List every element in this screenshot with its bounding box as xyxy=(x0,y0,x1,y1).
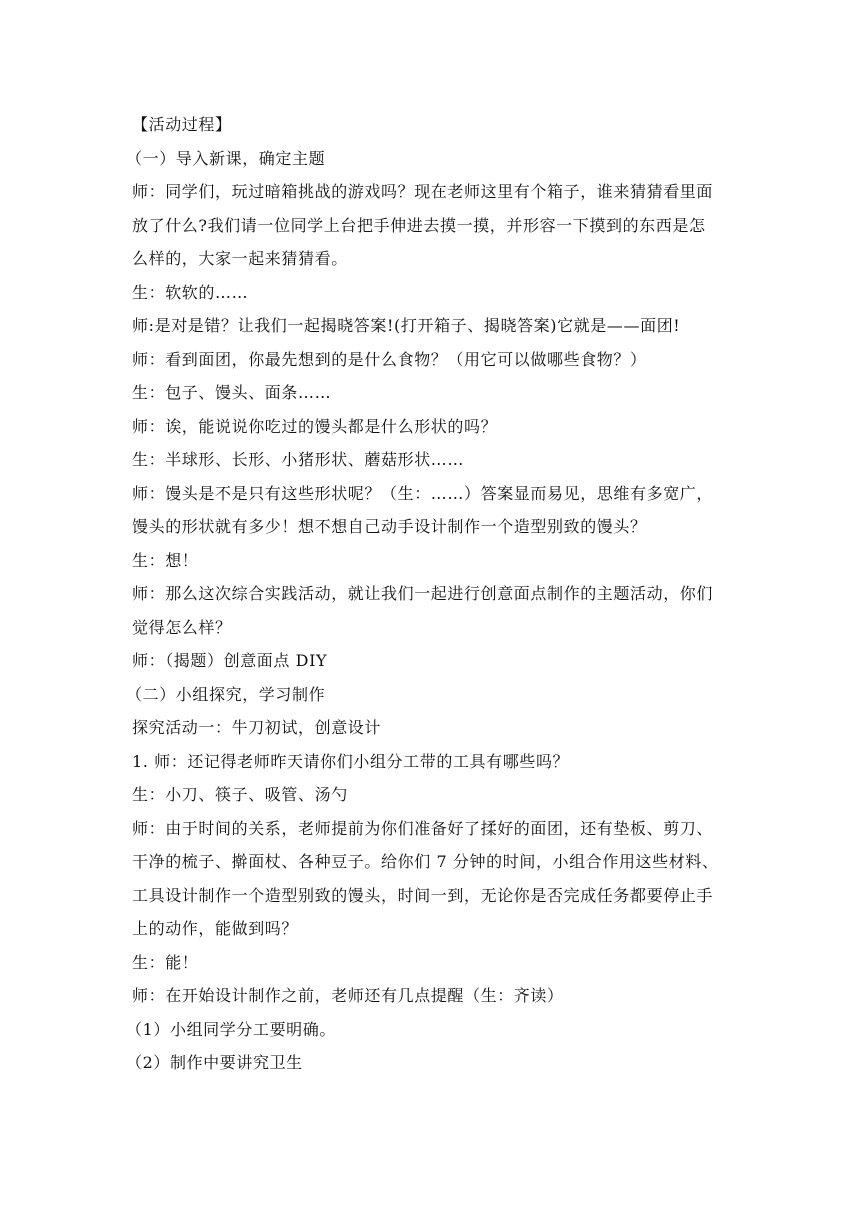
text-line: 生：想！ xyxy=(132,550,199,570)
text-line: 么样的，大家一起来猜猜看。 xyxy=(132,249,348,268)
subsection-heading: （一）导入新课，确定主题 xyxy=(126,148,326,168)
text-line: 馒头的形状就有多少！想不想自己动手设计制作一个造型别致的馒头？ xyxy=(132,517,647,536)
section-heading: 【活动过程】 xyxy=(132,115,232,134)
document-body xyxy=(126,108,732,1080)
text-line: 生：半球形、长形、小猪形状、蘑菇形状…… xyxy=(132,450,465,469)
text-line: 探究活动一：牛刀初试，创意设计 xyxy=(132,718,382,737)
text-line: 师：看到面团，你最先想到的是什么食物？（用它可以做哪些食物？） xyxy=(132,349,647,369)
text-line: 生：包子、馒头、面条…… xyxy=(132,383,332,402)
text-line: 生：软软的…… xyxy=(132,282,249,302)
text-line: 觉得怎么样？ xyxy=(132,617,232,637)
text-line: 师：由于时间的关系，老师提前为你们准备好了揉好的面团，还有垫板、剪刀、 xyxy=(132,818,714,838)
text-line: 师：在开始设计制作之前，老师还有几点提醒（生：齐读） xyxy=(132,986,564,1005)
text-line: 上的动作，能做到吗？ xyxy=(132,919,299,938)
text-line: 师：同学们，玩过暗箱挑战的游戏吗？现在老师这里有个箱子，谁来猜猜看里面 xyxy=(132,182,714,201)
text-line: 师：那么这次综合实践活动，就让我们一起进行创意面点制作的主题活动，你们 xyxy=(132,584,714,603)
text-line: 工具设计制作一个造型别致的馒头，时间一到，无论你是否完成任务都要停止手 xyxy=(132,885,714,905)
text-line: 师：诶，能说说你吃过的馒头都是什么形状的吗？ xyxy=(132,416,498,436)
list-item: （2）制作中要讲究卫生 xyxy=(126,1053,303,1072)
text-line: 放了什么?我们请一位同学上台把手伸进去摸一摸，并形容一下摸到的东西是怎 xyxy=(132,215,706,235)
text-line: 1. 师：还记得老师昨天请你们小组分工带的工具有哪些吗？ xyxy=(132,751,570,771)
text-line: 师：（揭题）创意面点 DIY xyxy=(132,651,328,670)
list-item: （1）小组同学分工要明确。 xyxy=(126,1019,336,1039)
text-line: 师:是对是错？让我们一起揭晓答案!(打开箱子、揭晓答案)它就是——面团! xyxy=(132,316,681,335)
subsection-heading: （二）小组探究，学习制作 xyxy=(126,684,326,704)
text-line: 师：馒头是不是只有这些形状呢？（生：……）答案显而易见，思维有多宽广， xyxy=(132,483,714,503)
text-line: 生：小刀、筷子、吸管、汤勺 xyxy=(132,785,348,804)
text-line: 干净的梳子、擀面杖、各种豆子。给你们 7 分钟的时间，小组合作用这些材料、 xyxy=(132,852,719,871)
text-line: 生：能！ xyxy=(132,952,199,972)
